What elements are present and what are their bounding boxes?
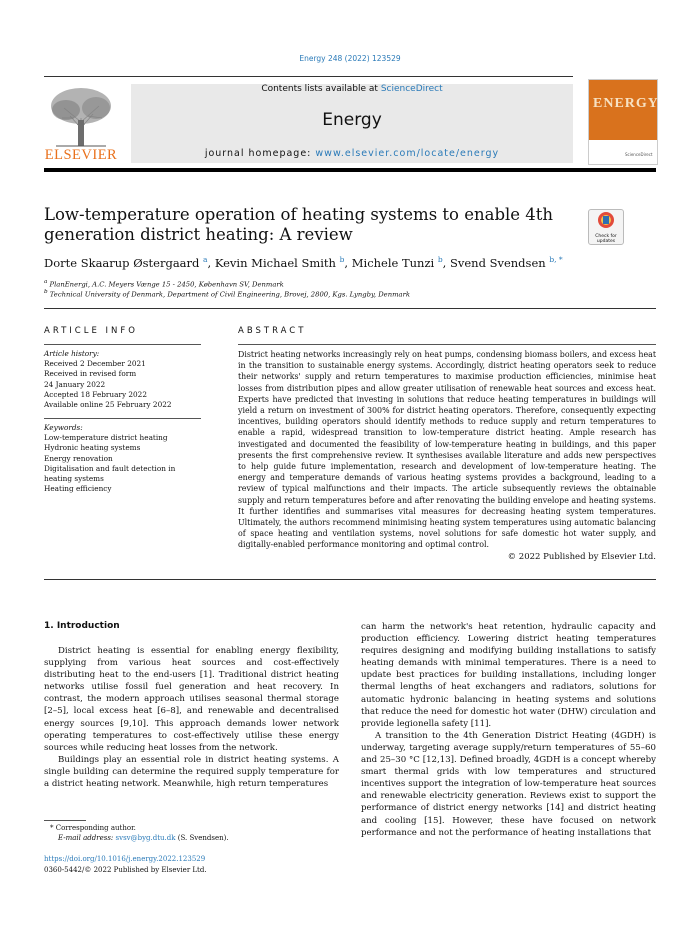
body-paragraph: can harm the network's heat retention, hydraulic capacity and production efficiency. Lowering district heating temperatures requires designing and modifying building installations to satisfy heating demands with minimal temperatures. There is a need to update best practices for building installations, including longer thermal lengths of heat exchangers and radiators, solutions for automatic hydronic balancing in heating systems and solutions that reduce the need for domestic hot water (DHW) circulation and provide legionella safety [11]. [361, 622, 656, 729]
author-name[interactable]: Dorte Skaarup Østergaard [44, 255, 200, 270]
keyword-item: Heating efficiency [44, 484, 112, 494]
author-name[interactable]: Kevin Michael Smith [214, 255, 336, 270]
homepage-link[interactable]: www.elsevier.com/locate/energy [315, 148, 500, 159]
abstract-heading: ABSTRACT [238, 326, 307, 336]
author-affiliation-mark[interactable]: b, * [549, 255, 563, 264]
contents-prefix: Contents lists available at [261, 84, 381, 94]
email-link[interactable]: svsv@byg.dtu.dk [115, 834, 176, 842]
article-info-rule [44, 344, 201, 345]
doi-link[interactable]: https://doi.org/10.1016/j.energy.2022.123529 [44, 855, 206, 863]
author-name[interactable]: Michele Tunzi [351, 255, 435, 270]
keyword-item: Hydronic heating systems [44, 443, 141, 453]
homepage-line [131, 148, 573, 159]
author-list: Dorte Skaarup Østergaard $^a$, Kevin Michael Smith $^b$, Michele Tunzi $^b$, Svend Svendsen $^{b, *}$ [44, 255, 563, 270]
issn-line: 0360-5442/© 2022 Published by Elsevier Ltd. [44, 866, 207, 874]
masthead-rule [44, 168, 656, 172]
email-note [58, 834, 229, 842]
history-item: Accepted 18 February 2022 [44, 389, 147, 399]
affiliation-mark: a [44, 279, 48, 285]
journal-title: Energy [322, 110, 382, 130]
abstract-bottom-rule [44, 579, 656, 580]
contents-line [131, 84, 573, 94]
info-top-rule [44, 308, 656, 309]
author-affiliation-mark[interactable]: a [203, 255, 208, 264]
affiliation-text: PlanEnergi, A.C. Meyers Vænge 15 - 2450, København SV, Denmark [49, 280, 284, 289]
footnote-rule [44, 820, 86, 821]
corresponding-author-note: * Corresponding author. [50, 824, 136, 832]
tree-icon [44, 84, 118, 148]
badge-line2: updates [596, 239, 616, 244]
keyword-item: Low-temperature district heating [44, 433, 168, 443]
section-heading-introduction: 1. Introduction [44, 621, 120, 631]
journal-masthead [131, 84, 573, 163]
publisher-name: ELSEVIER [44, 147, 118, 163]
history-item: Received 2 December 2021 [44, 359, 146, 369]
homepage-prefix: journal homepage: [204, 148, 316, 159]
cover-caption: ScienceDirect [625, 152, 653, 157]
abstract-text: District heating networks increasingly rely on heat pumps, condensing biomass boilers, and excess heat in the transition to sustainable energy systems. Accordingly, district heating operators seek to reduce their networks' supply and return temperatures to maximise production efficiencies, minimise heat losses from distribution pipes and allow greater utilisation of renewable heat sources and excess heat. Experts have predicted that investing in solutions that reduce heating temperatures in buildings will yield a return on investment of 300% for district heating operators. Therefore, consequently expecting incentives, building operators should identify methods to reduce supply and return temperatures to enable a rapid, widespread transition to low-temperature district heating. Ample research has investigated and documented the feasibility of low-temperature heating in buildings, and this paper presents the first comprehensive review. It synthesises available literature and adds new perspectives to help guide future implementation, research and development of low-temperature heating. The energy and temperature demands of various heating systems provides a background, leading to a review of typical malfunctions and their impacts. The article subsequently reviews the obtainable supply and return temperatures before and after renovating the building envelope and heating systems. It further identifies and summarises vital measures for decreasing heating system temperatures. Ultimately, the authors recommend minimising heating system temperatures using automatic balancing of space heating and ventilation systems, novel solutions for safe domestic hot water supply, and digitally-enabled performance monitoring and optimal control. [238, 350, 656, 550]
history-item: 24 January 2022 [44, 379, 106, 389]
sciencedirect-link[interactable]: ScienceDirect [380, 84, 443, 94]
journal-citation[interactable]: Energy 248 (2022) 123529 [299, 54, 401, 63]
author-affiliation-mark[interactable]: b [437, 255, 443, 264]
keywords-label: Keywords: [44, 423, 83, 432]
affiliation-text: Technical University of Denmark, Department of Civil Engineering, Brovej, 2800, Kgs. Lyngby, Denmark [49, 290, 410, 299]
body-column-left [44, 645, 339, 790]
keyword-list [44, 423, 201, 494]
journal-cover-thumbnail[interactable] [588, 79, 658, 165]
history-item: Received in revised form [44, 369, 137, 379]
author-affiliation-mark[interactable]: b [339, 255, 345, 264]
affiliation-b [44, 289, 664, 298]
cover-title: ENERGY [593, 96, 659, 111]
keywords-rule [44, 418, 201, 419]
check-for-updates-badge[interactable] [588, 209, 624, 245]
history-label: Article history: [44, 349, 100, 358]
badge-text [589, 234, 623, 244]
article-title: Low-temperature operation of heating systems to enable 4th generation district heating: A review [44, 205, 554, 244]
elsevier-logo [44, 84, 118, 164]
article-info-heading: ARTICLE INFO [44, 326, 138, 336]
keyword-item: Energy renovation [44, 453, 113, 463]
bookmark-icon [589, 210, 623, 230]
keyword-item: Digitalisation and fault detection in heating systems [44, 463, 176, 484]
author-name[interactable]: Svend Svendsen [449, 255, 546, 270]
badge-line1: Check for [595, 234, 617, 239]
abstract-rule [238, 344, 656, 345]
article-history [44, 349, 201, 410]
body-paragraph: Buildings play an essential role in district heating systems. A single building can determine the required supply temperature for a district heating network. Meanwhile, high return temperatures [44, 754, 339, 790]
header-rule [44, 76, 573, 77]
affiliation-a [44, 279, 664, 288]
affiliation-mark: b [44, 289, 48, 295]
body-paragraph: A transition to the 4th Generation District Heating (4GDH) is underway, targeting average supply/return temperatures of 55–60 and 25–30 °C [12,13]. Defined broadly, 4GDH is a concept whereby smart thermal grids with low temperatures and structured incentives support the integration of low-temperature heat sources and renewable electricity generation. Reviews exist to support the performance of district energy networks [14] and district heating and cooling [15]. However, these have focused on network performance and not the performance of heating installations that [361, 730, 656, 838]
email-suffix: (S. Svendsen). [175, 834, 229, 842]
history-item: Available online 25 February 2022 [44, 400, 172, 410]
email-label: E-mail address: [58, 834, 116, 842]
body-paragraph: District heating is essential for enabling energy flexibility, supplying from various heat sources and cost-effectively distributing heat to the end-users [1]. Traditional district heating networks utilise fossil fuel generation and heat recovery. In contrast, the modern approach utilises seasonal thermal storage [2–5], local excess heat [6–8], and renewable and decentralised energy sources [9,10]. This approach demands lower network operating temperatures to cost-effectively utilise these energy sources while reducing heat losses from the network. [44, 646, 339, 753]
copyright-notice: © 2022 Published by Elsevier Ltd. [507, 552, 656, 562]
body-column-right [361, 621, 656, 839]
